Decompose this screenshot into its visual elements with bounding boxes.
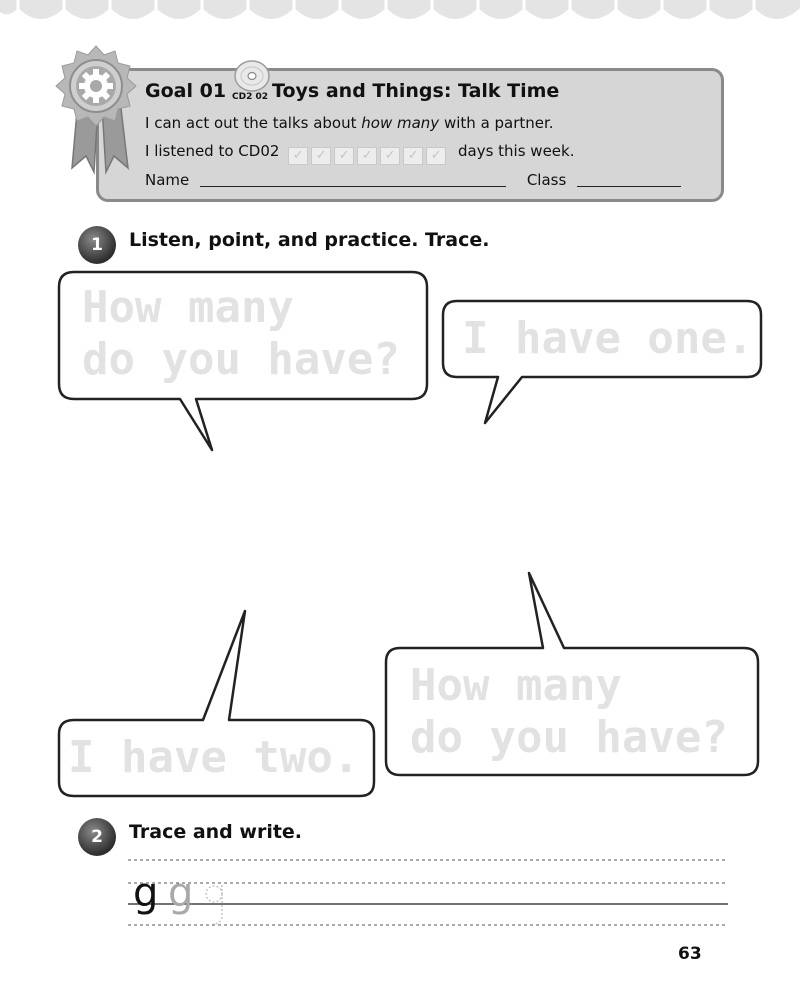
- goal-label: Goal 01: [145, 80, 227, 102]
- activity-number-badge: 1: [78, 226, 116, 264]
- goal-title: Toys and Things: Talk Time: [272, 80, 560, 102]
- day-checkbox[interactable]: ✓: [334, 147, 354, 165]
- trace-letter: g: [168, 870, 194, 916]
- day-checkbox[interactable]: ✓: [426, 147, 446, 165]
- trace-text-line: do you have?: [82, 334, 400, 385]
- day-checkbox[interactable]: ✓: [311, 147, 331, 165]
- goal-statement-end: with a partner.: [439, 114, 554, 132]
- trace-text-answer-2: I have two.: [68, 732, 360, 783]
- goal-statement-emphasis: how many: [361, 114, 440, 132]
- day-checkbox[interactable]: ✓: [357, 147, 377, 165]
- activity-instruction: Trace and write.: [129, 821, 303, 843]
- trace-text-line: How many: [82, 282, 294, 333]
- day-checkbox[interactable]: ✓: [380, 147, 400, 165]
- trace-text-answer-1: I have one.: [462, 313, 754, 364]
- trace-text-line: How many: [410, 660, 622, 711]
- activity-number-badge: 2: [78, 818, 116, 856]
- trace-text-line: do you have?: [410, 712, 728, 763]
- trace-text-question-1: [82, 282, 400, 386]
- page-number: 63: [678, 944, 702, 964]
- day-checkbox[interactable]: ✓: [403, 147, 423, 165]
- day-checkbox[interactable]: ✓: [288, 147, 308, 165]
- model-letter: g: [133, 870, 159, 916]
- name-label: Name: [145, 171, 190, 189]
- listening-tracker-label: I listened to CD02: [145, 142, 280, 160]
- handwriting-lines[interactable]: [128, 855, 728, 935]
- goal-statement-start: I can act out the talks about: [145, 114, 362, 132]
- listening-tracker-suffix: days this week.: [457, 142, 575, 160]
- cd-track-code: CD2 02: [232, 92, 269, 102]
- trace-text-question-2: [410, 660, 728, 764]
- class-label: Class: [526, 171, 567, 189]
- activity-instruction: Listen, point, and practice. Trace.: [129, 229, 490, 251]
